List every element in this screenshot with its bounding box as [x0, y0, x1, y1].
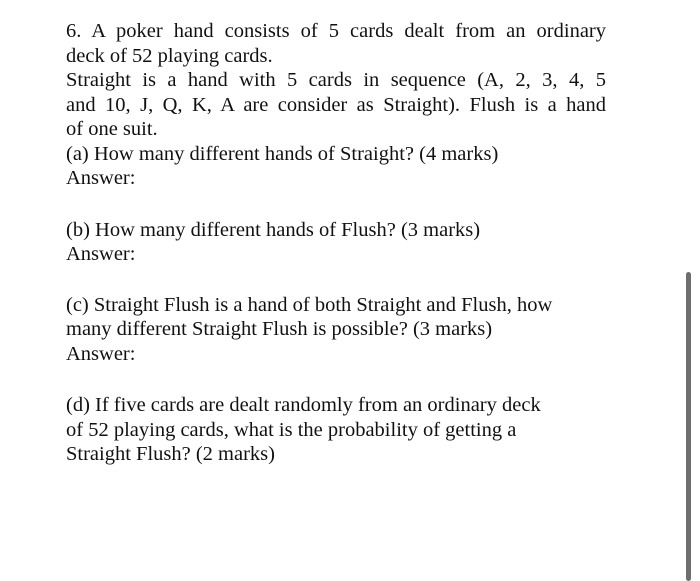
answer-b-label: Answer: — [66, 243, 136, 265]
answer-c-label: Answer: — [66, 342, 136, 365]
question-intro — [66, 19, 606, 166]
intro-line: Straight is a hand with 5 cards in sequence (A, 2, 3, 4, 5 — [66, 69, 606, 91]
part-d-line: Straight Flush? (2 marks) — [66, 443, 275, 465]
vertical-scrollbar-thumb[interactable] — [686, 272, 691, 581]
part-c-line: (c) Straight Flush is a hand of both Straight and Flush, how — [66, 293, 553, 316]
part-c-question — [66, 293, 606, 342]
intro-line: and 10, J, Q, K, A are consider as Straight). Flush is a hand — [66, 93, 606, 116]
intro-line: of one suit. — [66, 118, 158, 140]
part-d-line: of 52 playing cards, what is the probability of getting a — [66, 418, 517, 441]
question-document — [66, 19, 606, 467]
answer-a-label: Answer: — [66, 167, 136, 189]
part-b-question: (b) How many different hands of Flush? (3 marks) — [66, 218, 481, 241]
part-d-question — [66, 393, 606, 467]
part-c-line: many different Straight Flush is possible? (3 marks) — [66, 318, 493, 340]
part-d-line: (d) If five cards are dealt randomly from an ordinary deck — [66, 394, 541, 416]
part-a-question: (a) How many different hands of Straight? (4 marks) — [66, 142, 499, 165]
intro-line: deck of 52 playing cards. — [66, 44, 273, 67]
intro-line: 6. A poker hand consists of 5 cards dealt from an ordinary — [66, 20, 606, 42]
